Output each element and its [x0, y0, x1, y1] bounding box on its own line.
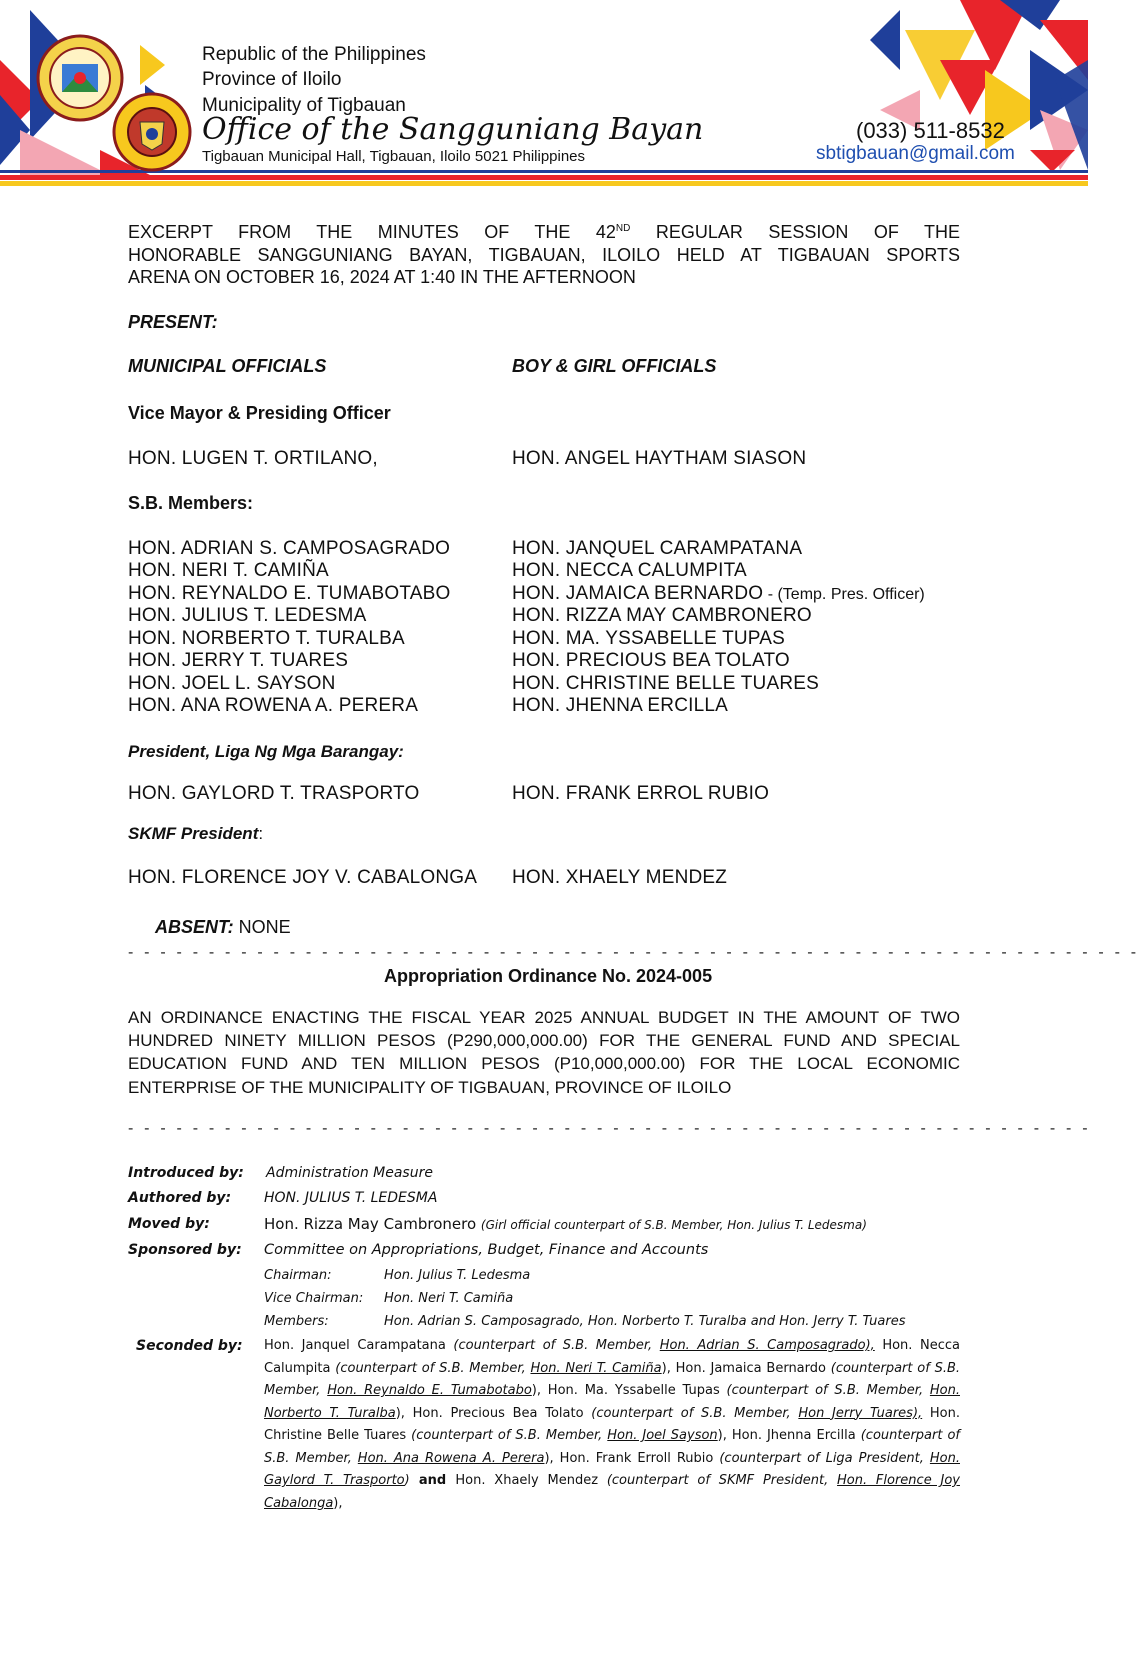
closing-text: ), — [333, 1495, 343, 1511]
sb-counterpart: HON. PRECIOUS BEA TOLATO — [512, 650, 790, 671]
absent-line — [155, 917, 291, 938]
sb-member-ref: Hon. Ana Rowena A. Perera — [357, 1450, 545, 1466]
excerpt-line-1-text: EXCERPT FROM THE MINUTES OF THE 42 — [128, 222, 616, 242]
seconder: ), Hon. Jhenna Ercilla — [717, 1428, 861, 1443]
skmf-president-label — [128, 824, 263, 844]
absent-value: NONE — [233, 917, 291, 937]
vice-mayor-name: HON. LUGEN T. ORTILANO, — [128, 448, 378, 469]
members-label: Members: — [264, 1314, 329, 1329]
skmf-label-colon: : — [258, 824, 264, 843]
seconder: Hon. Christine Belle Tuares — [264, 1405, 960, 1443]
sb-counterpart: HON. RIZZA MAY CAMBRONERO — [512, 605, 812, 626]
ordinance-line: HUNDRED NINETY MILLION PESOS (P290,000,000.00) FOR THE GENERAL FUND AND SPECIAL — [128, 1031, 960, 1050]
liga-president-counterpart: HON. FRANK ERROL RUBIO — [512, 783, 770, 804]
introduced-by-label: Introduced by: — [128, 1165, 244, 1181]
seconded-by-paragraph — [264, 1335, 960, 1515]
conjunction: and — [409, 1473, 456, 1488]
sb-member-ref: Hon. Norberto T. Turalba — [264, 1383, 960, 1421]
skmf-president-counterpart: HON. XHAELY MENDEZ — [512, 867, 728, 888]
sb-counterpart: HON. JANQUEL CARAMPATANA — [512, 538, 803, 559]
counterpart-note: (counterpart of SKMF President, — [606, 1473, 838, 1488]
republic-line: Republic of the Philippines — [202, 44, 426, 65]
counterpart-note: (counterpart of S.B. Member, — [411, 1428, 608, 1443]
sb-member: HON. REYNALDO E. TUMABOTABO — [128, 583, 451, 604]
skmf-label-text: SKMF President — [128, 824, 259, 843]
sponsored-by-value: Committee on Appropriations, Budget, Finance and Accounts — [264, 1242, 709, 1258]
counterpart-note: (counterpart of S.B. Member, — [335, 1360, 531, 1376]
counterpart-note: (counterpart of S.B. Member, — [264, 1428, 961, 1466]
ordinal-suffix: ND — [615, 223, 631, 234]
ordinance-line: AN ORDINANCE ENACTING THE FISCAL YEAR 2025 ANNUAL BUDGET IN THE AMOUNT OF TWO — [128, 1008, 960, 1027]
boy-girl-officials-heading: BOY & GIRL OFFICIALS — [512, 356, 717, 376]
office-email[interactable]: sbtigbauan@gmail.com — [816, 143, 1015, 164]
sb-member: HON. ADRIAN S. CAMPOSAGRADO — [128, 538, 451, 559]
introduced-by-value: Administration Measure — [266, 1165, 433, 1181]
excerpt-line-1 — [128, 222, 960, 243]
office-phone: (033) 511-8532 — [856, 118, 1005, 143]
moved-by-name: Hon. Rizza May Cambronero — [264, 1215, 481, 1233]
seconder: ), Hon. Ma. Yssabelle Tupas — [531, 1383, 727, 1398]
temp-officer-note: - (Temp. Pres. Officer) — [763, 586, 925, 603]
ordinance-line: ENTERPRISE OF THE MUNICIPALITY OF TIGBAUAN, PROVINCE OF ILOILO — [128, 1078, 732, 1097]
separator-line: - - - - - - - - - - - - - - - - - - - - - - - - - - - - - - - - - - - - - - - - - - - - - - - - - - - - - - - - - - - - — [128, 1120, 1091, 1137]
sb-counterpart-temp-officer — [512, 583, 925, 605]
skmf-president-ref: Hon. Florence Joy Cabalonga — [264, 1473, 960, 1511]
excerpt-line-1-tail: REGULAR SESSION OF THE — [630, 222, 960, 242]
sb-member: HON. NORBERTO T. TURALBA — [128, 628, 405, 649]
office-address: Tigbauan Municipal Hall, Tigbauan, Iloilo 5021 Philippines — [202, 148, 586, 165]
liga-president-label: President, Liga Ng Mga Barangay: — [128, 742, 404, 761]
sb-counterpart: HON. JHENNA ERCILLA — [512, 695, 729, 716]
counterpart-note: (counterpart of S.B. Member, — [726, 1383, 930, 1398]
counterpart-note: (counterpart of S.B. Member, — [264, 1360, 961, 1398]
liga-president-ref: Hon. Gaylord T. Trasporto — [264, 1450, 960, 1488]
vice-chairman-label: Vice Chairman: — [264, 1291, 364, 1306]
sb-member: HON. JULIUS T. LEDESMA — [128, 605, 367, 626]
sponsored-by-label: Sponsored by: — [128, 1242, 242, 1258]
office-title: Office of the Sangguniang Bayan — [202, 112, 704, 147]
sb-member-ref: Hon. Neri T. Camiña — [530, 1360, 662, 1376]
vice-mayor-counterpart: HON. ANGEL HAYTHAM SIASON — [512, 448, 807, 469]
counterpart-note: (counterpart of Liga President, — [719, 1450, 930, 1466]
skmf-president-name: HON. FLORENCE JOY V. CABALONGA — [128, 867, 478, 888]
authored-by-value: HON. JULIUS T. LEDESMA — [264, 1190, 438, 1206]
sb-member-ref: Hon. Reynaldo E. Tumabotabo — [327, 1383, 532, 1398]
vice-chairman-value: Hon. Neri T. Camiña — [384, 1291, 514, 1306]
counterpart-note: (counterpart of S.B. Member, — [591, 1405, 799, 1421]
seconder: ), Hon. Jamaica Bernardo — [661, 1360, 831, 1376]
seconder: Hon. Janquel Carampatana — [264, 1338, 454, 1353]
chairman-label: Chairman: — [264, 1268, 332, 1283]
seconder: ), Hon. Frank Erroll Rubio — [544, 1450, 720, 1466]
absent-label: ABSENT: — [155, 917, 234, 937]
seconded-by-label: Seconded by: — [136, 1338, 243, 1354]
sb-counterpart: HON. JAMAICA BERNARDO — [512, 583, 764, 604]
excerpt-line-3: ARENA ON OCTOBER 16, 2024 AT 1:40 IN THE AFTERNOON — [128, 267, 636, 287]
sangguniang-bayan-seal-icon — [112, 92, 192, 172]
sb-counterpart: HON. MA. YSSABELLE TUPAS — [512, 628, 786, 649]
sb-member: HON. JERRY T. TUARES — [128, 650, 349, 671]
letterhead — [0, 0, 1088, 192]
municipal-officials-heading: MUNICIPAL OFFICIALS — [128, 356, 327, 376]
sb-member-ref: Hon. Adrian S. Camposagrado), — [659, 1338, 875, 1353]
moved-by-value — [264, 1214, 867, 1233]
excerpt-line-2: HONORABLE SANGGUNIANG BAYAN, TIGBAUAN, ILOILO HELD AT TIGBAUAN SPORTS — [128, 245, 960, 265]
closing-paren: ) — [404, 1473, 410, 1488]
members-value: Hon. Adrian S. Camposagrado, Hon. Norberto T. Turalba and Hon. Jerry T. Tuares — [384, 1314, 906, 1329]
sb-counterpart: HON. CHRISTINE BELLE TUARES — [512, 673, 820, 694]
liga-president-name: HON. GAYLORD T. TRASPORTO — [128, 783, 420, 804]
moved-by-note: (Girl official counterpart of S.B. Member, Hon. Julius T. Ledesma) — [480, 1218, 867, 1232]
sb-counterpart: HON. NECCA CALUMPITA — [512, 560, 747, 581]
province-line: Province of Iloilo — [202, 69, 342, 90]
vice-mayor-label: Vice Mayor & Presiding Officer — [128, 403, 391, 423]
sb-member: HON. JOEL L. SAYSON — [128, 673, 336, 694]
ordinance-line: EDUCATION FUND AND TEN MILLION PESOS (P10,000,000.00) FOR THE LOCAL ECONOMIC — [128, 1054, 960, 1073]
authored-by-label: Authored by: — [128, 1190, 232, 1206]
counterpart-note: (counterpart of S.B. Member, — [453, 1338, 660, 1353]
moved-by-label: Moved by: — [128, 1216, 210, 1232]
sb-member: HON. ANA ROWENA A. PERERA — [128, 695, 419, 716]
seconder: ), Hon. Precious Bea Tolato — [395, 1405, 592, 1421]
ordinance-title: Appropriation Ordinance No. 2024-005 — [384, 966, 713, 986]
municipality-line: Municipality of Tigbauan — [202, 95, 406, 116]
sb-members-label: S.B. Members: — [128, 493, 254, 513]
sb-member: HON. NERI T. CAMIÑA — [128, 560, 329, 581]
separator-line: - - - - - - - - - - - - - - - - - - - - - - - - - - - - - - - - - - - - - - - - - - - - - - - - - - - - - - - - - - - - - - - — [128, 944, 1139, 961]
seconder: Hon. Xhaely Mendez — [455, 1473, 607, 1488]
chairman-value: Hon. Julius T. Ledesma — [384, 1268, 531, 1283]
municipal-seal-icon — [36, 34, 124, 122]
sb-member-ref: Hon Jerry Tuares), — [798, 1405, 923, 1421]
sb-member-ref: Hon. Joel Sayson — [607, 1428, 718, 1443]
present-label: PRESENT: — [128, 312, 218, 332]
seconder: Hon. Necca Calumpita — [264, 1338, 960, 1376]
